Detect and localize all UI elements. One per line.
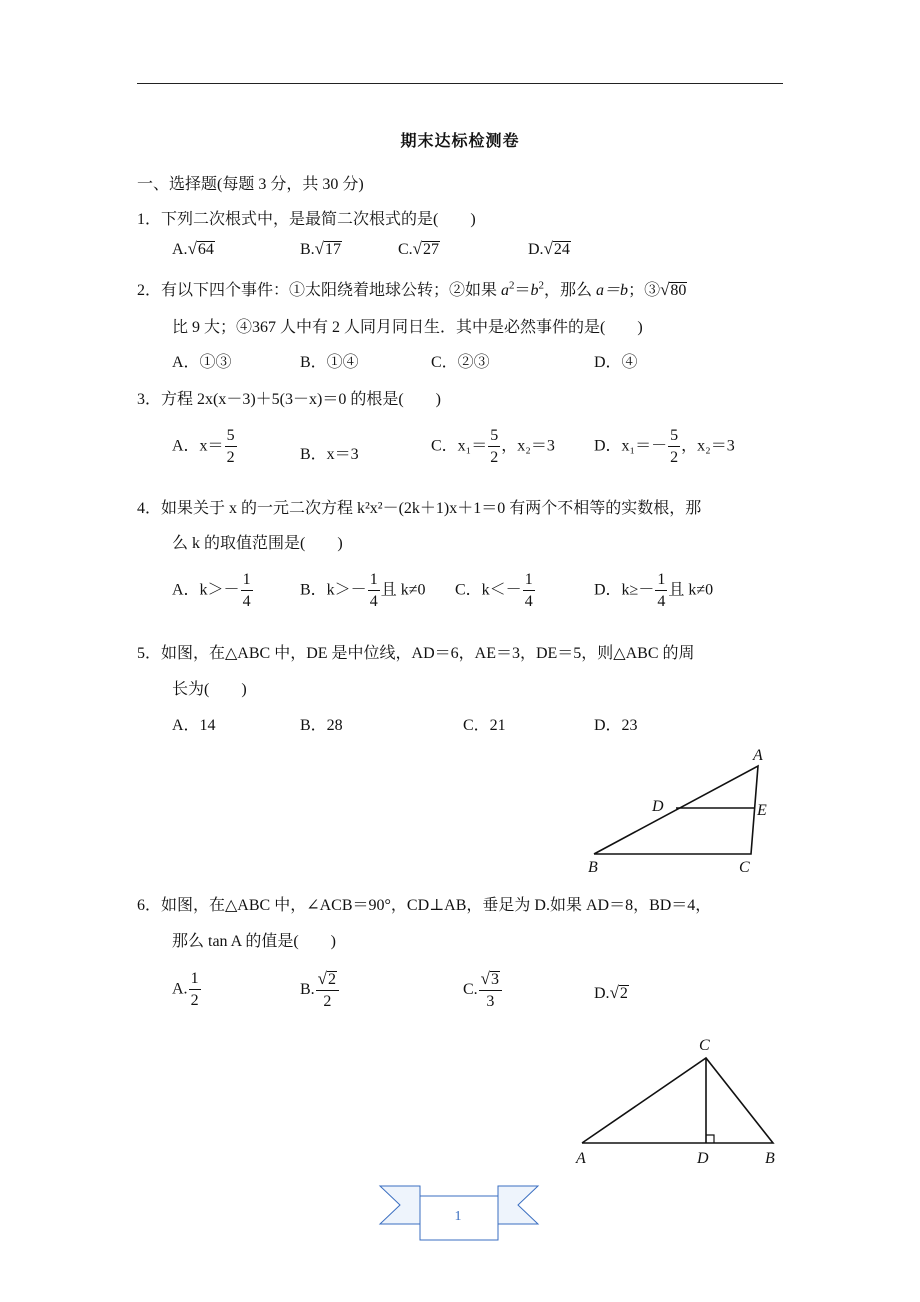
- q6-option-b[interactable]: B. √ 2 2: [300, 970, 340, 1010]
- q2-option-b[interactable]: B．①④: [300, 354, 359, 371]
- q6-option-d[interactable]: D. √ 2: [594, 983, 628, 1002]
- label-a: A: [576, 1150, 586, 1167]
- triangle-abc: [594, 766, 758, 854]
- q6-triangle-figure: [570, 1030, 785, 1175]
- label-e: E: [757, 802, 767, 819]
- sqrt-symbol: √ 80: [660, 280, 687, 299]
- q4-option-d[interactable]: D．k≥－ $\frac{1}{4}$ 且 k≠0: [594, 571, 714, 610]
- label-b: B: [765, 1150, 775, 1167]
- q1-option-c[interactable]: [398, 240, 440, 259]
- sqrt-symbol: √ 2: [609, 983, 628, 1002]
- page-number: 1: [454, 1209, 462, 1224]
- page-title: 期末达标检测卷: [400, 133, 520, 150]
- sqrt-symbol: √ 3: [480, 969, 500, 988]
- q3-option-a[interactable]: A．x＝ $\frac{5}{2}$: [172, 427, 235, 466]
- fraction: $\frac{5}{2}$: [670, 427, 679, 466]
- q4-line1: 4．如果关于 x 的一元二次方程 k²x²－(2k＋1)x＋1＝0 有两个不相等的实数根，那: [137, 500, 702, 517]
- label-c: C: [699, 1037, 710, 1054]
- label-d: D: [697, 1150, 709, 1167]
- q5-option-a[interactable]: A．14: [172, 717, 216, 734]
- fraction: $\frac{1}{4}$: [242, 571, 251, 610]
- q5-triangle-figure: [580, 740, 780, 880]
- q6-line1: 6．如图，在△ABC 中，∠ACB＝90°，CD⊥AB，垂足为 D.如果 AD＝8，BD＝4，: [137, 897, 712, 914]
- q5-line2: 长为( ): [172, 681, 247, 698]
- q4-option-a[interactable]: A．k＞－ $\frac{1}{4}$: [172, 571, 251, 610]
- q1-option-d[interactable]: [528, 240, 571, 259]
- q2-option-c[interactable]: C．②③: [431, 354, 490, 371]
- q4-option-b[interactable]: B．k＞－ $\frac{1}{4}$ 且 k≠0: [300, 571, 426, 610]
- q6-option-a[interactable]: A. $\frac{1}{2}$: [172, 970, 199, 1009]
- q2-line2: 比 9 大；④367 人中有 2 人同月同日生．其中是必然事件的是( ): [172, 319, 643, 336]
- label-d: D: [652, 798, 664, 815]
- q2-option-d[interactable]: D．④: [594, 354, 638, 371]
- q1-option-b[interactable]: [300, 240, 342, 259]
- fraction: √ 3 3: [479, 970, 502, 1010]
- q5-option-c[interactable]: C．21: [463, 717, 506, 734]
- header-rule: [137, 83, 783, 84]
- sqrt-symbol: √ 27: [412, 239, 440, 258]
- q5-option-d[interactable]: D．23: [594, 717, 638, 734]
- fraction: $\frac{5}{2}$: [226, 427, 235, 466]
- q1-option-b-label: B.: [300, 241, 315, 258]
- section-heading: 一、选择题(每题 3 分，共 30 分): [137, 176, 364, 193]
- triangle-abc: [582, 1058, 773, 1143]
- sqrt-symbol: √ 17: [314, 239, 342, 258]
- q3-stem: 3．方程 2x(x－3)＋5(3－x)＝0 的根是( ): [137, 391, 441, 408]
- q5-option-b[interactable]: B．28: [300, 717, 343, 734]
- q6-line2: 那么 tan A 的值是( ): [172, 933, 336, 950]
- q1-stem: 1．下列二次根式中，是最简二次根式的是( ): [137, 211, 476, 228]
- q3-option-d[interactable]: D．x₁＝－ $\frac{5}{2}$ ，x₂＝3: [594, 427, 735, 466]
- q4-line2: 么 k 的取值范围是( ): [172, 535, 343, 552]
- fraction: $\frac{1}{4}$: [524, 571, 533, 610]
- sqrt-symbol: √ 64: [187, 239, 214, 258]
- q3-option-c[interactable]: C．x₁＝ $\frac{5}{2}$ ，x₂＝3: [431, 427, 555, 466]
- fraction: $\frac{1}{4}$: [369, 571, 378, 610]
- sqrt-symbol: √ 24: [543, 239, 570, 258]
- q5-line1: 5．如图，在△ABC 中，DE 是中位线，AD＝6，AE＝3，DE＝5，则△ABC 的周: [137, 645, 695, 662]
- q3-option-b[interactable]: B．x＝3: [300, 446, 359, 463]
- fraction: $\frac{1}{2}$: [190, 970, 199, 1009]
- fraction: $\frac{1}{4}$: [657, 571, 666, 610]
- right-angle-icon: [706, 1135, 714, 1143]
- fraction: $\frac{5}{2}$: [490, 427, 499, 466]
- q1-option-d-label: D.: [528, 241, 544, 258]
- fraction: √ 2 2: [316, 970, 339, 1010]
- q6-option-c[interactable]: C. √ 3 3: [463, 970, 503, 1010]
- q2-line1: 2．有以下四个事件：①太阳绕着地球公转；②如果 $a^2=b^2$，那么 a＝b；③ √ 80: [137, 279, 687, 299]
- q1-option-a[interactable]: [172, 240, 215, 259]
- label-b: B: [588, 859, 598, 876]
- q1-option-c-label: C.: [398, 241, 413, 258]
- label-c: C: [739, 859, 750, 876]
- q4-option-c[interactable]: C．k＜－ $\frac{1}{4}$: [455, 571, 533, 610]
- q1-option-a-label: A.: [172, 241, 188, 258]
- sqrt-symbol: √ 2: [317, 969, 337, 988]
- label-a: A: [753, 747, 763, 764]
- q2-option-a[interactable]: A．①③: [172, 354, 232, 371]
